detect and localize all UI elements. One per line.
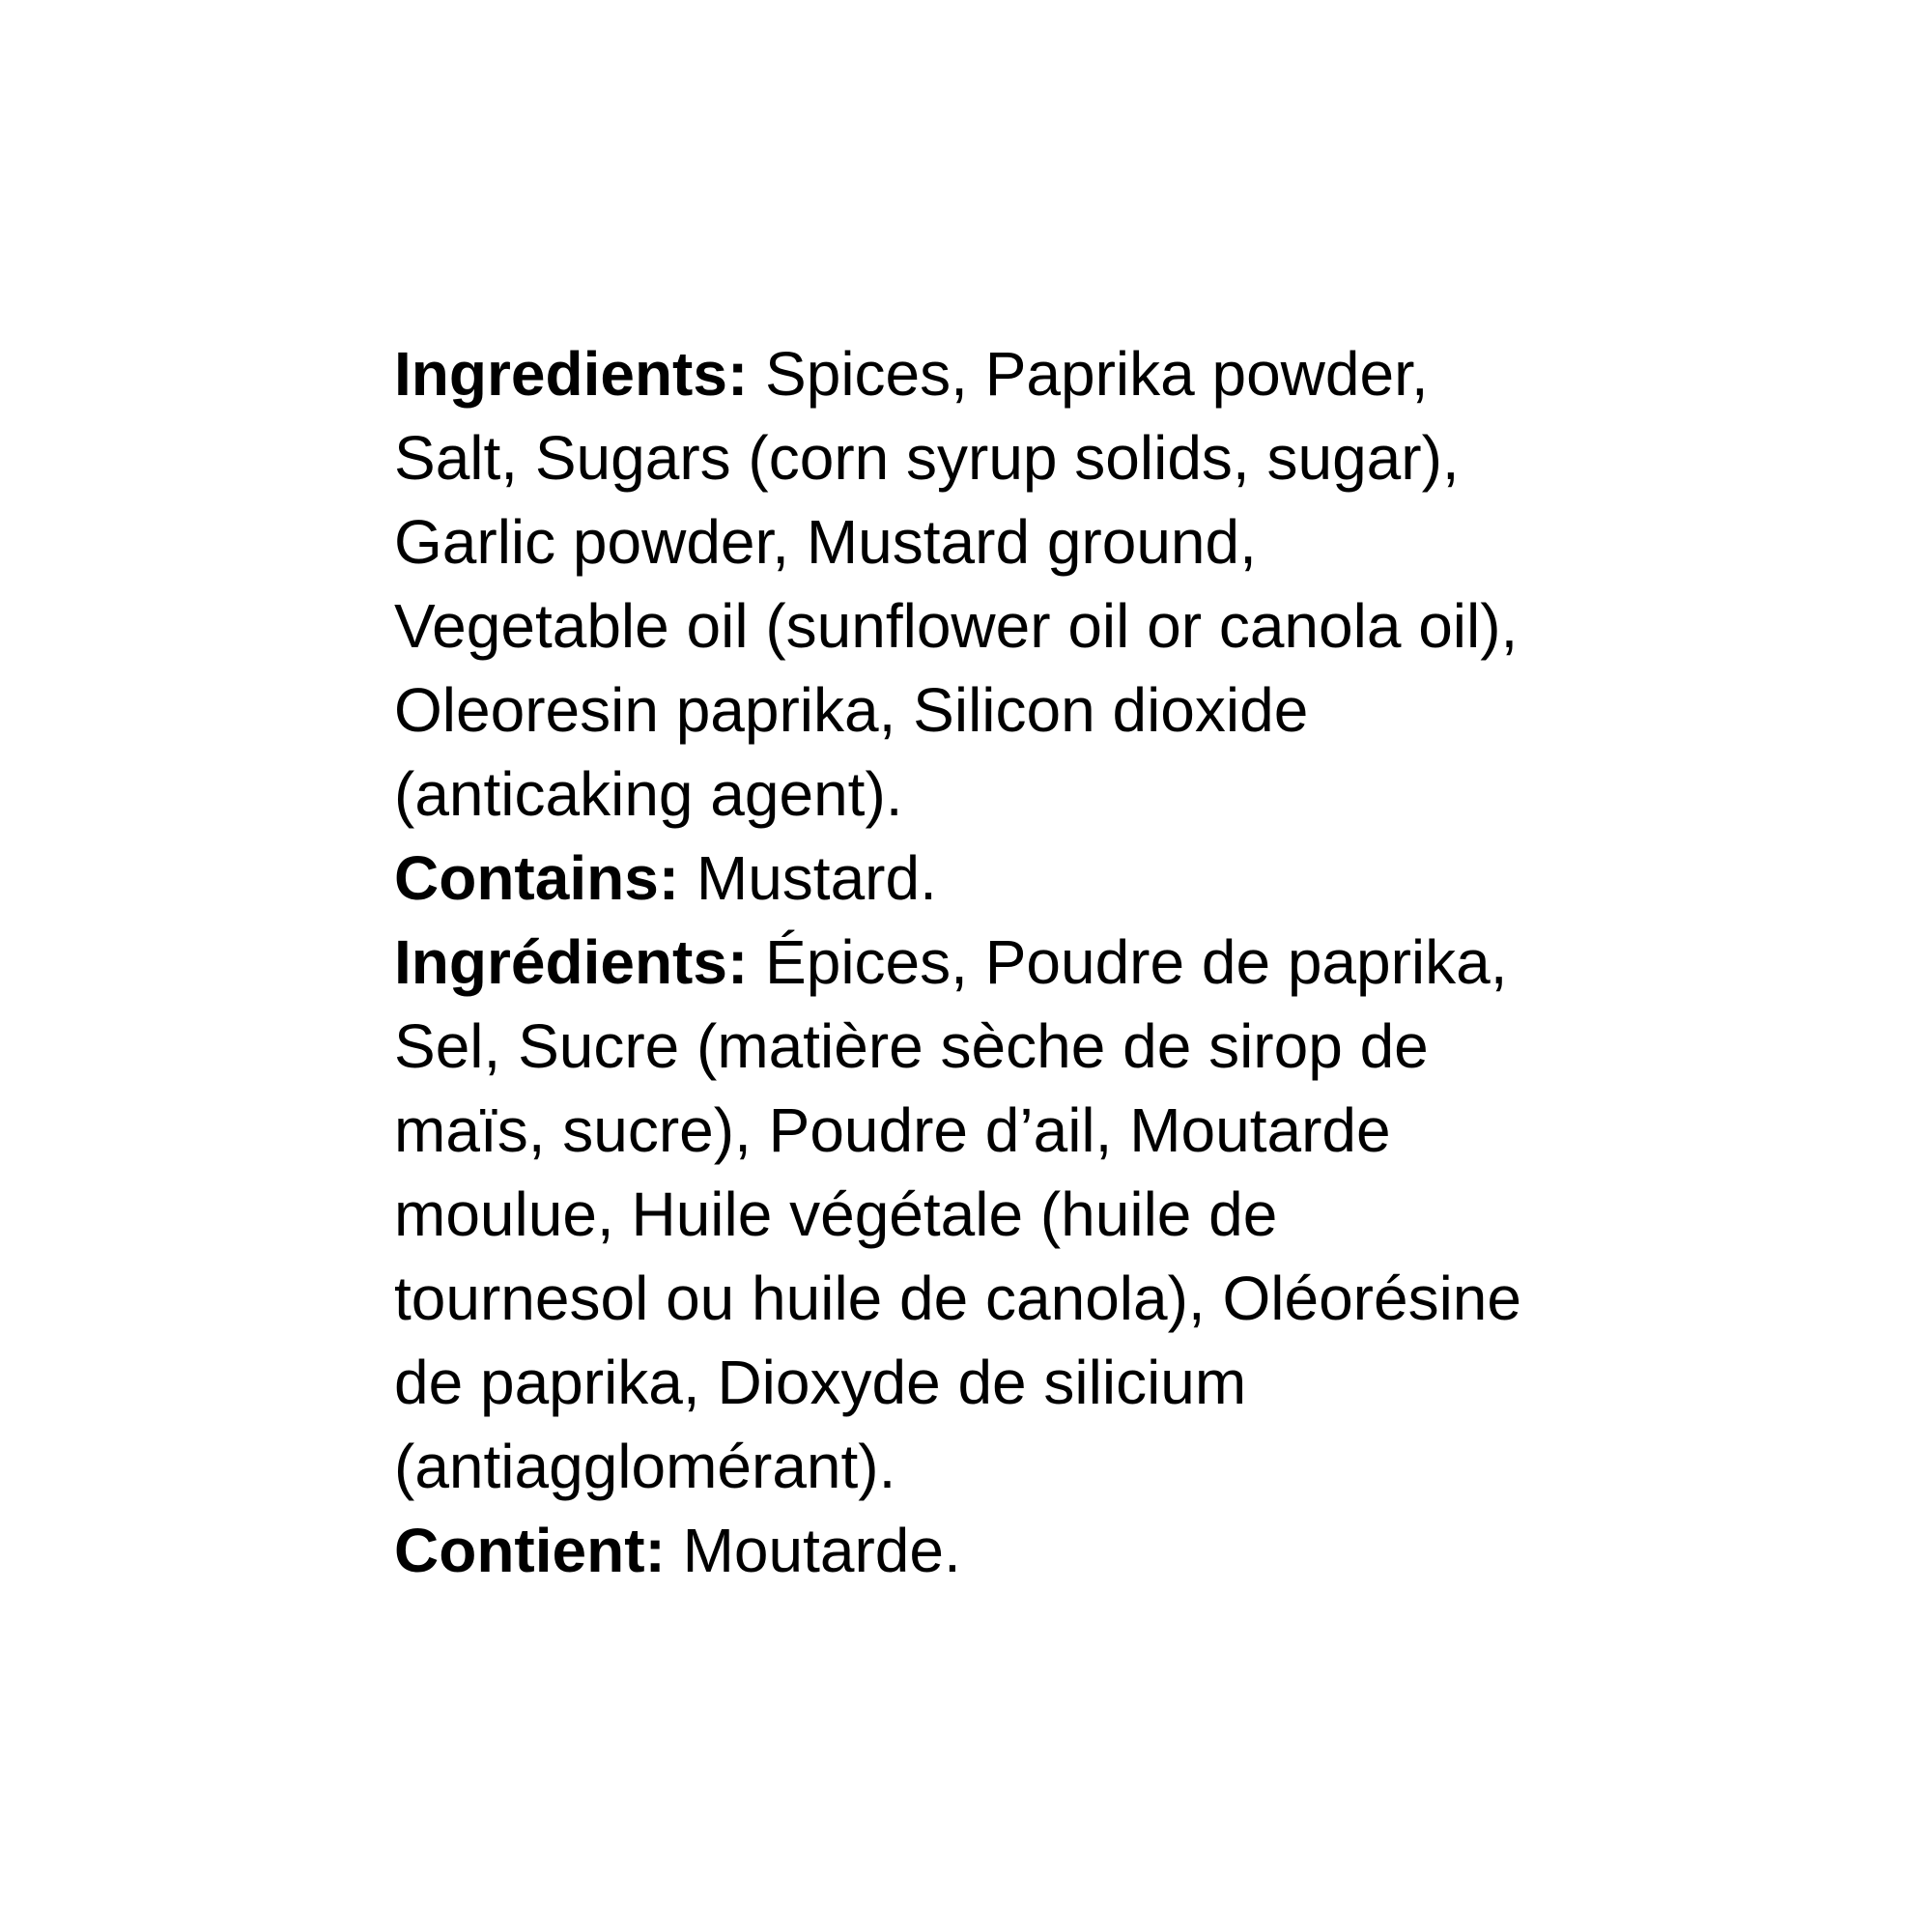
- line-text: Mustard.: [679, 843, 937, 913]
- ingredients-text-block: [394, 332, 1582, 1593]
- text-line: [394, 1089, 1582, 1173]
- line-text: (anticaking agent).: [394, 759, 903, 829]
- line-text: Moutarde.: [665, 1516, 961, 1585]
- text-line: [394, 332, 1582, 416]
- section-label-contains-en: Contains:: [394, 843, 680, 913]
- line-text: Spices, Paprika powder,: [748, 339, 1429, 409]
- section-label-contains-fr: Contient:: [394, 1516, 666, 1585]
- line-text: Vegetable oil (sunflower oil or canola oil),: [394, 591, 1519, 661]
- line-text: Sel, Sucre (matière sèche de sirop de: [394, 1011, 1429, 1081]
- text-line: [394, 1341, 1582, 1425]
- line-text: tournesol ou huile de canola), Oléorésine: [394, 1264, 1521, 1333]
- section-label-ingredients-fr: Ingrédients:: [394, 927, 749, 997]
- text-line: [394, 1005, 1582, 1089]
- text-line: [394, 1257, 1582, 1341]
- line-text: moulue, Huile végétale (huile de: [394, 1179, 1278, 1249]
- text-line: [394, 837, 1582, 921]
- text-line: [394, 753, 1582, 837]
- line-text: maïs, sucre), Poudre d’ail, Moutarde: [394, 1095, 1391, 1165]
- text-line: [394, 921, 1582, 1005]
- line-text: Oleoresin paprika, Silicon dioxide: [394, 675, 1309, 745]
- line-text: Salt, Sugars (corn syrup solids, sugar),: [394, 423, 1460, 493]
- section-label-ingredients-en: Ingredients:: [394, 339, 749, 409]
- text-line: [394, 668, 1582, 753]
- line-text: Garlic powder, Mustard ground,: [394, 507, 1257, 577]
- text-line: [394, 500, 1582, 584]
- text-line: [394, 1425, 1582, 1509]
- line-text: (antiagglomérant).: [394, 1432, 896, 1501]
- line-text: Épices, Poudre de paprika,: [748, 927, 1508, 997]
- text-line: [394, 1173, 1582, 1257]
- text-line: [394, 416, 1582, 500]
- text-line: [394, 1509, 1582, 1593]
- text-line: [394, 584, 1582, 668]
- line-text: de paprika, Dioxyde de silicium: [394, 1348, 1247, 1417]
